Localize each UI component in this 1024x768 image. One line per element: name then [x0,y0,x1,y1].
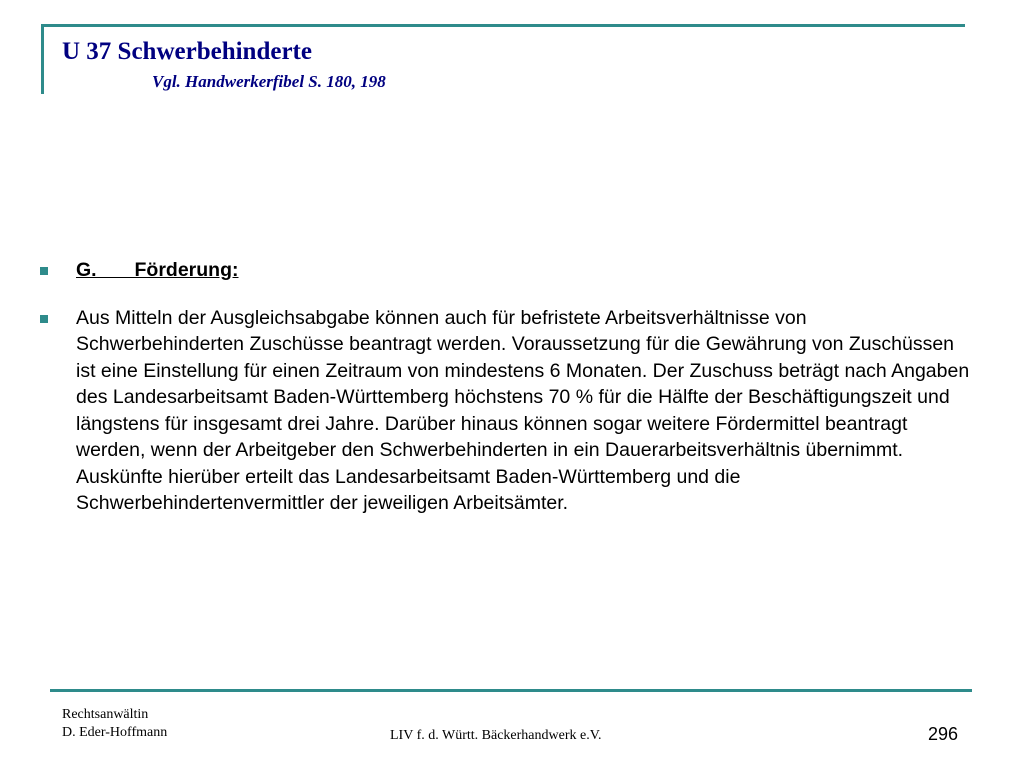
section-heading: G. Förderung: [76,259,239,281]
footer-rule [50,689,972,692]
page-number: 296 [928,724,959,744]
footer-author [62,706,167,742]
header-top-rule [41,24,965,27]
bullet-paragraph [40,305,970,517]
bullet-heading [40,257,970,284]
footer-organization: LIV f. d. Württ. Bäckerhandwerk e.V. [390,728,602,743]
author-title: Rechtsanwältin [62,707,149,722]
author-name: D. Eder-Hoffmann [62,725,168,740]
header-left-rule [41,24,44,94]
slide-subtitle: Vgl. Handwerkerfibel S. 180, 198 [152,72,386,91]
slide-title: U 37 Schwerbehinderte [62,38,312,65]
bullet-list [40,257,970,538]
body-paragraph: Aus Mitteln der Ausgleichsabgabe können auch für befristete Arbeitsverhältnisse von Schwerbehinderten Zuschüsse beantragt werden. Voraussetzung für die Gewährung von Zuschüssen ist eine Einstellung für einen Zeitraum von mindestens 6 Monaten. Der Zuschuss beträgt nach Angaben des Landesarbeitsamt Baden-Württemberg höchstens 70 % für die Hälfte der Beschäftigungszeit und längstens für insgesamt drei Jahre. Darüber hinaus können sogar weitere Fördermittel beantragt werden, wenn der Arbeitgeber den Schwerbehinderten in ein Dauerarbeitsverhältnis übernimmt. Auskünfte hierüber erteilt das Landesarbeitsamt Baden-Württemberg und die Schwerbehindertenvermittler der jeweiligen Arbeitsämter. [76,306,970,514]
